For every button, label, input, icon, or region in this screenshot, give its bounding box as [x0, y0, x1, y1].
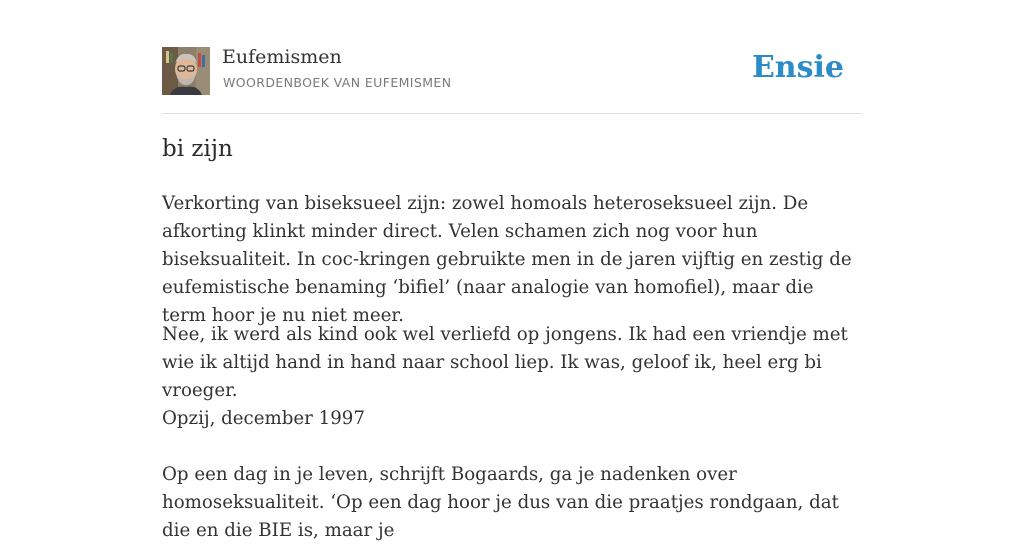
author-portrait-icon — [162, 47, 210, 95]
paragraph-source — [162, 405, 862, 433]
paragraph-text: Op een dag in je leven, schrijft Bogaards, ga je nadenken over homoseksualiteit. ‘Op een dag hoor je dus van die praatjes rondgaan, dat die en die BIE is, maar je — [162, 464, 839, 541]
paragraph-text: Opzij, december 1997 — [162, 408, 365, 429]
paragraph-quote-2 — [162, 461, 862, 545]
paragraph-text: Nee, ik werd als kind ook wel verliefd op jongens. Ik had een vriendje met wie ik altijd hand in hand naar school liep. Ik was, geloof ik, heel erg bi vroeger. — [162, 324, 848, 401]
paragraph-text: Verkorting van biseksueel zijn: zowel homoals heteroseksueel zijn. De afkorting klinkt minder direct. Velen schamen zich nog voor hun biseksualiteit. In coc-kringen gebruikte men in de jaren vijftig en zestig de eufemistische benaming ‘bifiel’ (naar analogie van homofiel), maar die term hoor je nu niet meer. — [162, 193, 852, 326]
header — [162, 46, 862, 114]
author-subtitle[interactable]: WOORDENBOEK VAN EUFEMISMEN — [223, 75, 452, 90]
avatar[interactable] — [162, 47, 210, 95]
paragraph-definition — [162, 190, 862, 330]
author-name[interactable]: Eufemismen — [222, 46, 342, 68]
site-logo[interactable]: Ensie — [751, 50, 844, 85]
page-title: bi zijn — [162, 136, 233, 162]
paragraph-quote — [162, 321, 862, 405]
